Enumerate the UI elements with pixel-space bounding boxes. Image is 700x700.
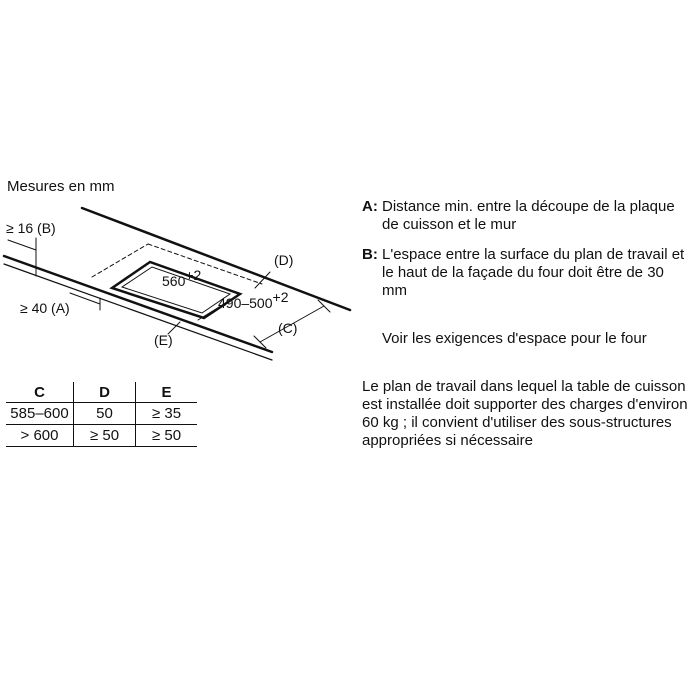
table-row bbox=[6, 425, 197, 447]
hidden-wall-line bbox=[92, 244, 148, 277]
label-depth: 490–500+2 bbox=[218, 289, 289, 311]
table-cell: 50 bbox=[74, 403, 136, 425]
table-cell: 585–600 bbox=[6, 403, 74, 425]
table-cell: ≥ 50 bbox=[136, 425, 198, 447]
label-a: ≥ 40 (A) bbox=[20, 300, 70, 316]
note-key: B: bbox=[362, 246, 378, 263]
table-header: C bbox=[6, 382, 74, 403]
table-row bbox=[6, 403, 197, 425]
countertop-load-note: Le plan de travail dans lequel la table de cuisson est installée doit supporter des charges d'environ 60 kg ; il convient d'utiliser des sous-structures appropriées si nécessaire bbox=[362, 378, 688, 449]
dimension-table bbox=[6, 382, 197, 447]
dim-b-leader bbox=[8, 240, 36, 250]
note-text: Distance min. entre la découpe de la plaque de cuisson et le mur bbox=[382, 198, 675, 233]
table-cell: > 600 bbox=[6, 425, 74, 447]
note-a bbox=[362, 198, 692, 234]
label-b: ≥ 16 (B) bbox=[6, 220, 56, 236]
dim-a-line bbox=[70, 293, 100, 304]
label-e: (E) bbox=[154, 332, 173, 348]
label-d: (D) bbox=[274, 252, 294, 268]
table-header: E bbox=[136, 382, 198, 403]
label-width: 560+2 bbox=[162, 267, 202, 289]
note-text: L'espace entre la surface du plan de travail et le haut de la façade du four doit être de 30 mm bbox=[382, 246, 685, 299]
note-key: A: bbox=[362, 198, 378, 215]
table-header: D bbox=[74, 382, 136, 403]
oven-requirements-note: Voir les exigences d'espace pour le four bbox=[382, 330, 647, 347]
table-cell: ≥ 35 bbox=[136, 403, 198, 425]
units-label: Mesures en mm bbox=[7, 178, 115, 195]
notes-list bbox=[362, 198, 692, 312]
table-cell: ≥ 50 bbox=[74, 425, 136, 447]
table-header-row bbox=[6, 382, 197, 403]
label-c: (C) bbox=[278, 320, 298, 336]
note-b bbox=[362, 246, 692, 300]
